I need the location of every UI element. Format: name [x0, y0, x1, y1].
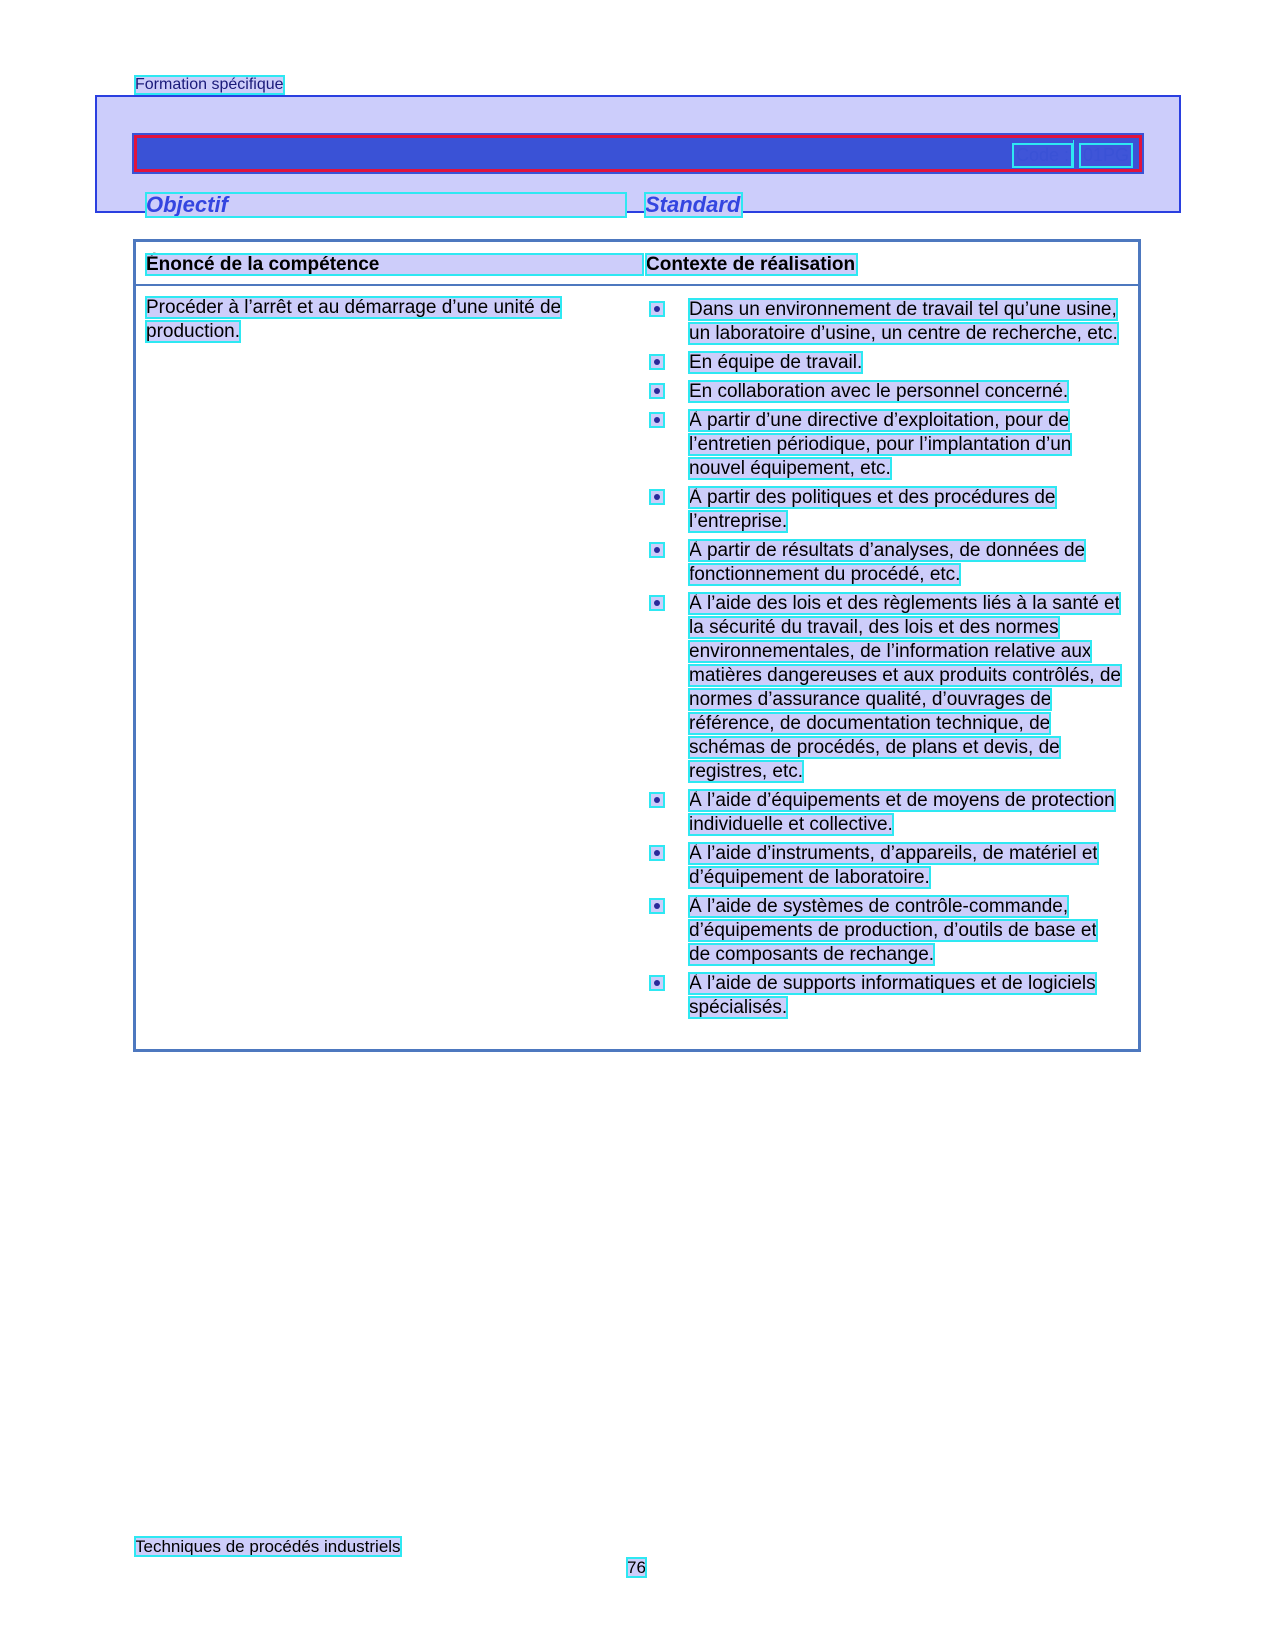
context-list	[651, 298, 1121, 1025]
competency-table	[133, 239, 1141, 1052]
statement-header: Énoncé de la compétence	[146, 254, 643, 275]
code-bar	[134, 135, 1142, 172]
context-item-text: À l’aide des lois et des règlements liés à la santé et la sécurité du travail, des lois et des normes environnementales, de l’information relative aux matières dangereuses et aux produits contrôlés, de normes d’assurance qualité, d’ouvrages de référence, de documentation technique, de schémas de procédés, de plans et devis, de registres, etc.	[689, 593, 1121, 782]
objective-label: Objectif	[146, 193, 626, 217]
code-value: 01PG	[1082, 145, 1129, 165]
bullet-icon	[651, 303, 663, 315]
footer-program: Techniques de procédés industriels	[135, 1537, 401, 1556]
context-item-text: Dans un environnement de travail tel qu’une usine, un laboratoire d’usine, un centre de recherche, etc.	[689, 299, 1118, 344]
context-item	[651, 380, 1121, 404]
bullet-icon	[651, 597, 663, 609]
context-item-text: À partir de résultats d’analyses, de données de fonctionnement du procédé, etc.	[689, 540, 1086, 585]
bullet-icon	[651, 847, 663, 859]
bullet-icon	[651, 414, 663, 426]
standard-label: Standard	[645, 192, 741, 217]
context-item-text: À l’aide de supports informatiques et de logiciels spécialisés.	[689, 973, 1096, 1018]
context-item	[651, 842, 1121, 890]
bullet-icon	[651, 977, 663, 989]
bullet-icon	[651, 356, 663, 368]
context-item-text: À l’aide de systèmes de contrôle-commande, d’équipements de production, d’outils de base et de composants de rechange.	[689, 896, 1097, 965]
context-item-text: À partir des politiques et des procédures de l’entreprise.	[689, 487, 1056, 532]
context-header: Contexte de réalisation	[646, 254, 856, 275]
bullet-icon	[651, 385, 663, 397]
competency-banner	[95, 95, 1181, 217]
context-item-text: En collaboration avec le personnel concerné.	[689, 381, 1069, 402]
context-item	[651, 592, 1121, 784]
statement-text: Procéder à l’arrêt et au démarrage d’une unité de production.	[146, 297, 562, 342]
context-item-text: À l’aide d’équipements et de moyens de protection individuelle et collective.	[689, 790, 1115, 835]
code-separator	[1073, 140, 1074, 168]
context-item	[651, 539, 1121, 587]
context-item-text: En équipe de travail.	[689, 352, 863, 373]
context-item	[651, 351, 1121, 375]
context-item-text: À l’aide d’instruments, d’appareils, de matériel et d’équipement de laboratoire.	[689, 843, 1098, 888]
context-item	[651, 486, 1121, 534]
context-item	[651, 895, 1121, 967]
context-item	[651, 789, 1121, 837]
header-divider	[136, 284, 1138, 286]
bullet-icon	[651, 544, 663, 556]
context-item	[651, 409, 1121, 481]
context-item	[651, 298, 1121, 346]
bullet-icon	[651, 900, 663, 912]
page-number: 76	[627, 1558, 646, 1577]
context-item	[651, 972, 1121, 1020]
competency-statement	[146, 296, 651, 344]
context-item-text: À partir d’une directive d’exploitation, pour de l’entretien périodique, pour l’implantation d’un nouvel équipement, etc.	[689, 410, 1072, 479]
bullet-icon	[651, 491, 663, 503]
code-label: Code :	[1015, 145, 1069, 165]
bullet-icon	[651, 794, 663, 806]
section-header: Formation spécifique	[135, 76, 284, 93]
